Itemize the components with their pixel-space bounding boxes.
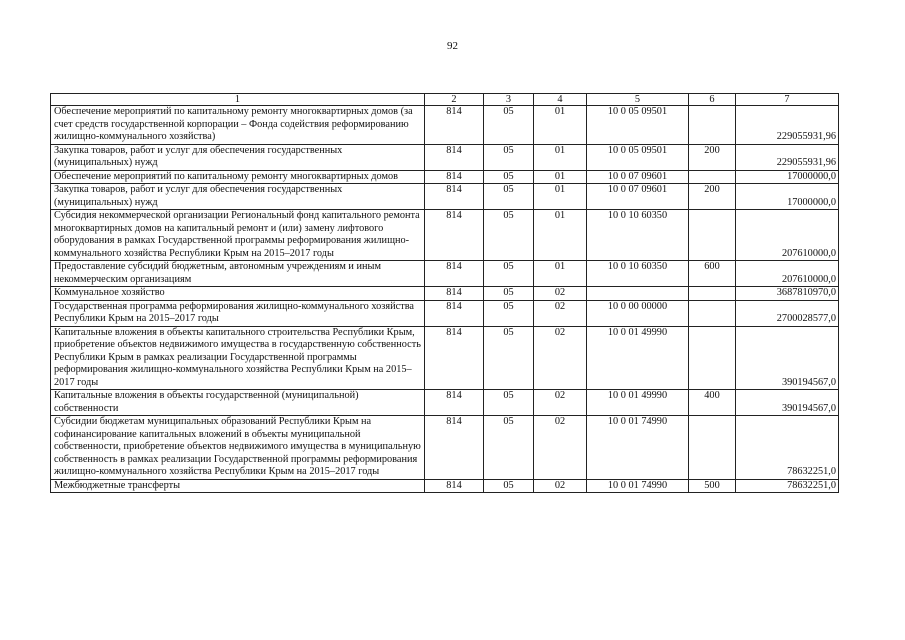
section-code-cell: 05 [484,416,534,480]
target-article-cell: 10 0 07 09601 [587,170,689,184]
amount-cell: 17000000,0 [736,170,839,184]
amount-cell: 229055931,96 [736,144,839,170]
amount-cell: 207610000,0 [736,210,839,261]
amount-cell: 390194567,0 [736,326,839,390]
target-article-cell: 10 0 07 09601 [587,184,689,210]
table-row [51,144,839,170]
amount-cell: 390194567,0 [736,390,839,416]
ministry-code-cell: 814 [425,144,484,170]
table-row [51,106,839,145]
subsection-code-cell: 02 [534,390,587,416]
section-code-cell: 05 [484,479,534,493]
amount-cell: 207610000,0 [736,261,839,287]
target-article-cell: 10 0 01 74990 [587,479,689,493]
row-name-cell: Обеспечение мероприятий по капитальному ремонту многоквартирных домов (за счет средств государственной корпорации – Фонда содействия реформированию жилищно-коммунального хозяйства) [51,106,425,145]
ministry-code-cell: 814 [425,479,484,493]
subsection-code-cell: 02 [534,326,587,390]
target-article-cell: 10 0 01 49990 [587,390,689,416]
target-article-cell: 10 0 01 49990 [587,326,689,390]
expense-type-cell [689,300,736,326]
expense-type-cell [689,287,736,301]
row-name-cell: Обеспечение мероприятий по капитальному ремонту многоквартирных домов [51,170,425,184]
column-header-6: 6 [689,94,736,106]
amount-cell: 78632251,0 [736,416,839,480]
column-header-3: 3 [484,94,534,106]
target-article-cell: 10 0 10 60350 [587,210,689,261]
table-row [51,390,839,416]
ministry-code-cell: 814 [425,261,484,287]
row-name-cell: Субсидия некоммерческой организации Региональный фонд капитального ремонта многоквартирных домов на капитальный ремонт и (или) замену лифтового оборудования в рамках Государственной программы реформирования жилищно-коммунального хозяйства Республики Крым на 2015–2017 годы [51,210,425,261]
row-name-cell: Предоставление субсидий бюджетным, автономным учреждениям и иным некоммерческим организациям [51,261,425,287]
target-article-cell: 10 0 05 09501 [587,144,689,170]
ministry-code-cell: 814 [425,416,484,480]
column-number-row [51,94,839,106]
expense-type-cell: 200 [689,144,736,170]
row-name-cell: Капитальные вложения в объекты государственной (муниципальной) собственности [51,390,425,416]
table-row [51,287,839,301]
table-row [51,416,839,480]
ministry-code-cell: 814 [425,184,484,210]
ministry-code-cell: 814 [425,170,484,184]
section-code-cell: 05 [484,170,534,184]
expense-type-cell [689,210,736,261]
table-row [51,210,839,261]
column-header-1: 1 [51,94,425,106]
amount-cell: 229055931,96 [736,106,839,145]
amount-cell: 17000000,0 [736,184,839,210]
row-name-cell: Субсидии бюджетам муниципальных образований Республики Крым на софинансирование капитальных вложений в объекты муниципальной собственности, приобретение объектов недвижимого имущества в муниципальную собственность в рамках реализации Государственной программы реформирования жилищно-коммунального хозяйства Республики Крым на 2015–2017 годы [51,416,425,480]
subsection-code-cell: 01 [534,170,587,184]
row-name-cell: Капитальные вложения в объекты капитального строительства Республики Крым, приобретение объектов недвижимого имущества в государственную собственность Республики Крым в рамках реализации Государственной программы реформирования жилищно-коммунального хозяйства Республики Крым на 2015–2017 годы [51,326,425,390]
expense-type-cell: 200 [689,184,736,210]
budget-table [50,93,839,493]
target-article-cell: 10 0 01 74990 [587,416,689,480]
ministry-code-cell: 814 [425,106,484,145]
target-article-cell: 10 0 00 00000 [587,300,689,326]
table-row [51,479,839,493]
table-row [51,170,839,184]
amount-cell: 2700028577,0 [736,300,839,326]
ministry-code-cell: 814 [425,326,484,390]
row-name-cell: Государственная программа реформирования жилищно-коммунального хозяйства Республики Крым на 2015–2017 годы [51,300,425,326]
expense-type-cell [689,416,736,480]
column-header-5: 5 [587,94,689,106]
expense-type-cell [689,326,736,390]
amount-cell: 3687810970,0 [736,287,839,301]
table-row [51,300,839,326]
section-code-cell: 05 [484,390,534,416]
expense-type-cell: 500 [689,479,736,493]
target-article-cell: 10 0 05 09501 [587,106,689,145]
subsection-code-cell: 02 [534,479,587,493]
ministry-code-cell: 814 [425,287,484,301]
amount-cell: 78632251,0 [736,479,839,493]
row-name-cell: Коммунальное хозяйство [51,287,425,301]
subsection-code-cell: 01 [534,210,587,261]
section-code-cell: 05 [484,287,534,301]
expense-type-cell: 400 [689,390,736,416]
subsection-code-cell: 02 [534,300,587,326]
budget-table-body [51,94,839,493]
row-name-cell: Закупка товаров, работ и услуг для обеспечения государственных (муниципальных) нужд [51,184,425,210]
section-code-cell: 05 [484,261,534,287]
column-header-2: 2 [425,94,484,106]
subsection-code-cell: 02 [534,287,587,301]
expense-type-cell [689,170,736,184]
subsection-code-cell: 01 [534,261,587,287]
section-code-cell: 05 [484,300,534,326]
page-number: 92 [447,40,458,52]
subsection-code-cell: 02 [534,416,587,480]
target-article-cell [587,287,689,301]
subsection-code-cell: 01 [534,184,587,210]
row-name-cell: Закупка товаров, работ и услуг для обеспечения государственных (муниципальных) нужд [51,144,425,170]
row-name-cell: Межбюджетные трансферты [51,479,425,493]
ministry-code-cell: 814 [425,300,484,326]
column-header-4: 4 [534,94,587,106]
section-code-cell: 05 [484,106,534,145]
section-code-cell: 05 [484,184,534,210]
ministry-code-cell: 814 [425,210,484,261]
expense-type-cell: 600 [689,261,736,287]
table-row [51,326,839,390]
section-code-cell: 05 [484,144,534,170]
target-article-cell: 10 0 10 60350 [587,261,689,287]
section-code-cell: 05 [484,326,534,390]
ministry-code-cell: 814 [425,390,484,416]
table-row [51,184,839,210]
expense-type-cell [689,106,736,145]
subsection-code-cell: 01 [534,106,587,145]
subsection-code-cell: 01 [534,144,587,170]
section-code-cell: 05 [484,210,534,261]
column-header-7: 7 [736,94,839,106]
table-row [51,261,839,287]
